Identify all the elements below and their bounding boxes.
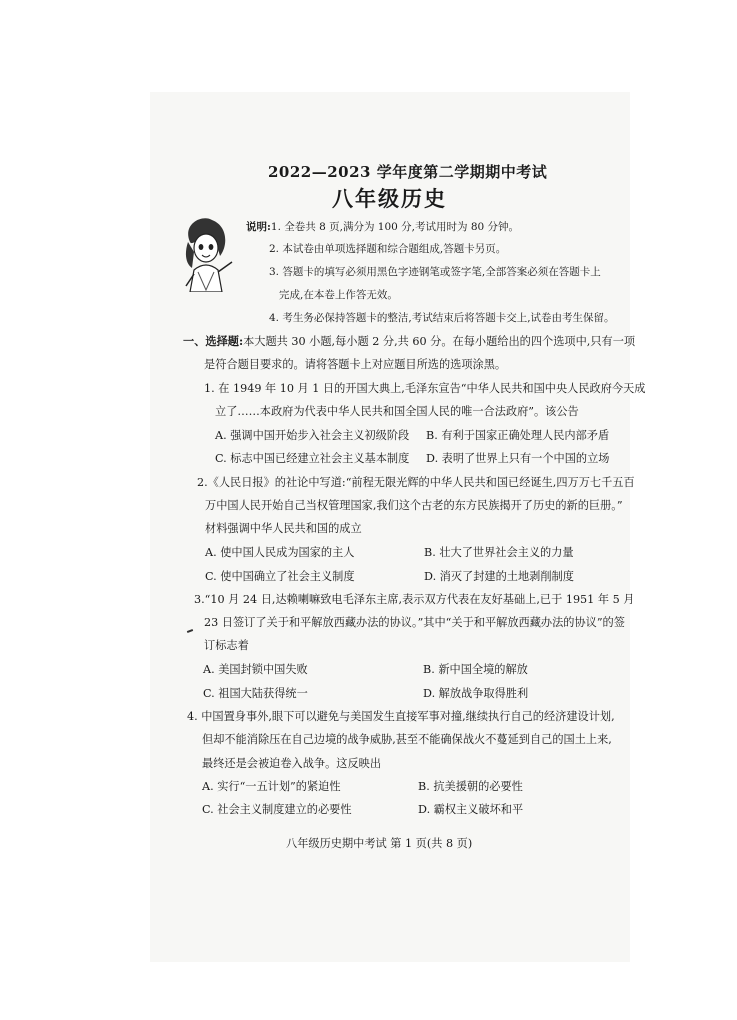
question-line: 3.“10 月 24 日,达赖喇嘛致电毛泽东主席,表示双方代表在友好基础上,已于 1951 年 5 月 bbox=[194, 593, 635, 606]
question-line: 1. 在 1949 年 10 月 1 日的开国大典上,毛泽东宣告“中华人民共和国中央人民政府今天成 bbox=[204, 382, 646, 395]
question-line: 万中国人民开始自己当权管理国家,我们这个古老的东方民族揭开了历史的新的巨册。” bbox=[205, 499, 623, 512]
option-d: D. 霸权主义破坏和平 bbox=[418, 803, 524, 816]
question-line: 4. 中国置身事外,眼下可以避免与美国发生直接军事对撞,继续执行自己的经济建设计划, bbox=[187, 710, 615, 723]
option-a: A. 实行“一五计划”的紧迫性 bbox=[202, 780, 341, 793]
instruction-lead: 说明: bbox=[246, 221, 271, 233]
option-a: A. 强调中国开始步入社会主义初级阶段 bbox=[215, 429, 410, 442]
option-a: A. 使中国人民成为国家的主人 bbox=[205, 546, 355, 559]
question-line: 材料强调中华人民共和国的成立 bbox=[205, 522, 362, 535]
option-d: D. 解放战争取得胜利 bbox=[423, 687, 529, 700]
instruction-3: 3. 答题卡的填写必须用黑色字迹钢笔或签字笔,全部答案必须在答题卡上 bbox=[269, 266, 601, 278]
instruction-1: 说明:1. 全卷共 8 页,满分为 100 分,考试用时为 80 分钟。 bbox=[246, 221, 520, 233]
option-b: B. 抗美援朝的必要性 bbox=[418, 780, 523, 793]
option-c: C. 祖国大陆获得统一 bbox=[203, 687, 308, 700]
option-c: C. 标志中国已经建立社会主义基本制度 bbox=[215, 452, 410, 465]
question-line: 订标志着 bbox=[204, 639, 249, 652]
option-c: C. 社会主义制度建立的必要性 bbox=[202, 803, 352, 816]
page-footer: 八年级历史期中考试 第 1 页(共 8 页) bbox=[286, 837, 473, 850]
option-a: A. 美国封锁中国失败 bbox=[203, 663, 308, 676]
instruction-4: 4. 考生务必保持答题卡的整洁,考试结束后将答题卡交上,试卷由考生保留。 bbox=[269, 312, 615, 324]
question-line: 23 日签订了关于和平解放西藏办法的协议。”其中“关于和平解放西藏办法的协议”的签 bbox=[204, 616, 625, 629]
option-b: B. 新中国全境的解放 bbox=[423, 663, 528, 676]
instruction-3-cont: 完成,在本卷上作答无效。 bbox=[279, 289, 398, 301]
section-desc: 是符合题目要求的。请将答题卡上对应题目所选的选项涂黑。 bbox=[204, 358, 507, 371]
option-d: D. 消灭了封建的土地剥削制度 bbox=[424, 570, 574, 583]
question-line: 2.《人民日报》的社论中写道:“前程无限光辉的中华人民共和国已经诞生,四万万七千五百 bbox=[197, 476, 635, 489]
exam-subject-title: 八年级历史 bbox=[332, 186, 447, 211]
instruction-2: 2. 本试卷由单项选择题和综合题组成,答题卡另页。 bbox=[269, 243, 507, 255]
option-d: D. 表明了世界上只有一个中国的立场 bbox=[426, 452, 610, 465]
cartoon-girl-illustration bbox=[176, 212, 236, 292]
exam-title: 2022—2023 学年度第二学期期中考试 bbox=[268, 163, 548, 181]
question-line: 立了……本政府为代表中华人民共和国全国人民的唯一合法政府”。该公告 bbox=[215, 405, 579, 418]
option-c: C. 使中国确立了社会主义制度 bbox=[205, 570, 355, 583]
question-line: 最终还是会被迫卷入战争。这反映出 bbox=[202, 757, 382, 770]
option-b: B. 壮大了世界社会主义的力量 bbox=[424, 546, 574, 559]
section-header: 一、选择题:本大题共 30 小题,每小题 2 分,共 60 分。在每小题给出的四个选项中,只有一项 bbox=[183, 334, 636, 348]
section-label: 一、选择题: bbox=[183, 334, 244, 348]
question-line: 但却不能消除压在自己边境的战争威胁,甚至不能确保战火不蔓延到自己的国土上来, bbox=[202, 733, 612, 746]
option-b: B. 有利于国家正确处理人民内部矛盾 bbox=[426, 429, 610, 442]
